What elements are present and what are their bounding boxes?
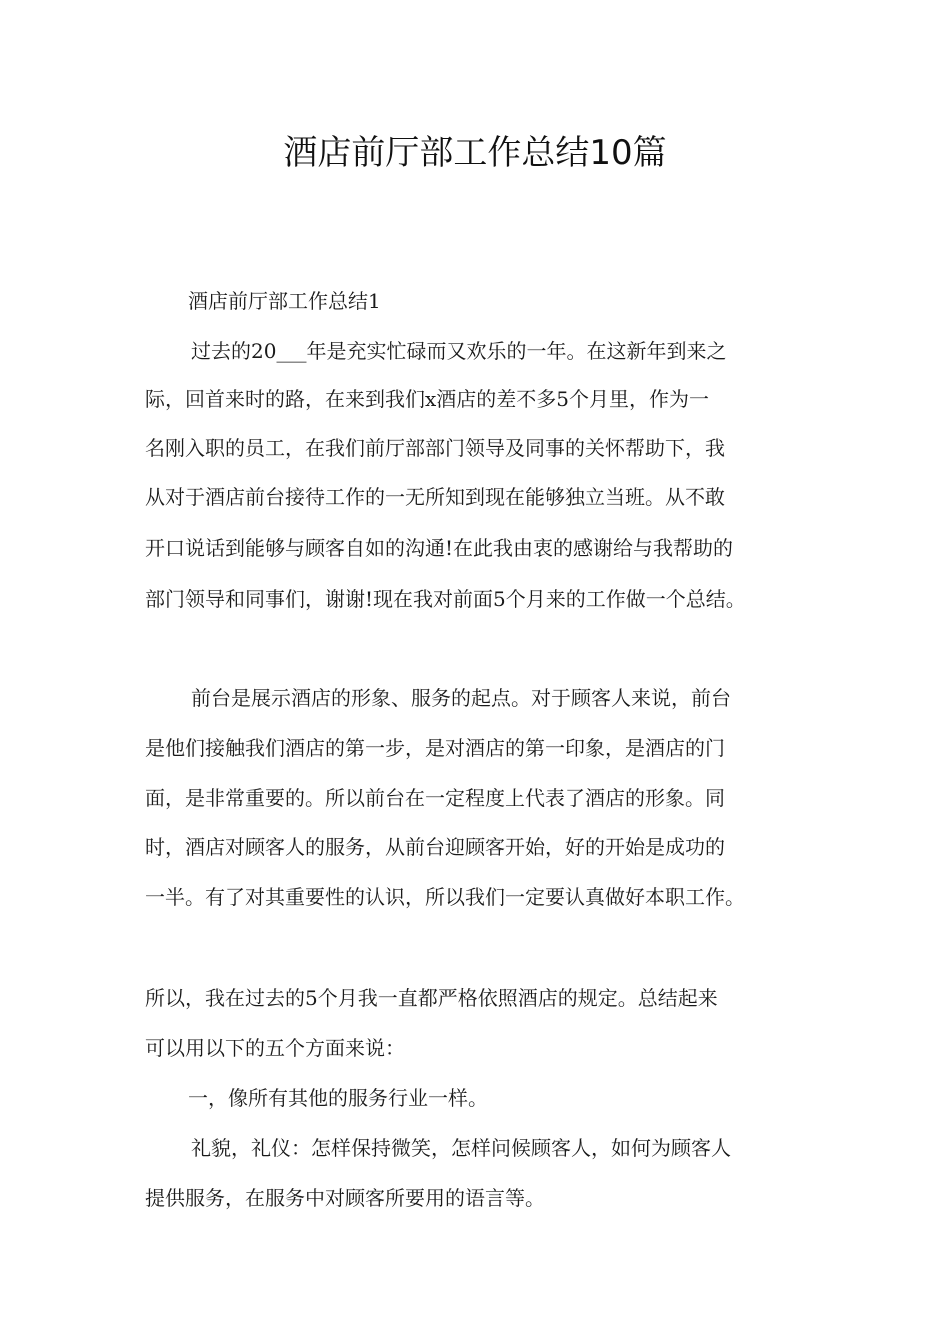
paragraph-line: 名刚入职的员工，在我们前厅部部门领导及同事的关怀帮助下，我 [145,436,725,460]
paragraph-line: 开口说话到能够与顾客自如的沟通!在此我由衷的感谢给与我帮助的 [145,536,734,560]
paragraph-line: 过去的20___年是充实忙碌而又欢乐的一年。在这新年到来之 [191,339,727,363]
paragraph-line: 是他们接触我们酒店的第一步，是对酒店的第一印象，是酒店的门 [145,736,725,760]
paragraph-line: 从对于酒店前台接待工作的一无所知到现在能够独立当班。从不敢 [145,485,725,509]
paragraph-line: 时，酒店对顾客人的服务，从前台迎顾客开始，好的开始是成功的 [145,835,725,859]
paragraph-line: 际，回首来时的路，在来到我们x酒店的差不多5个月里，作为一 [145,387,710,411]
paragraph-line: 一半。有了对其重要性的认识，所以我们一定要认真做好本职工作。 [145,885,745,909]
paragraph-line: 面，是非常重要的。所以前台在一定程度上代表了酒店的形象。同 [145,786,725,810]
paragraph-line: 可以用以下的五个方面来说： [145,1036,405,1060]
paragraph-line: 礼貌，礼仪：怎样保持微笑，怎样问候顾客人，如何为顾客人 [191,1136,731,1160]
section-heading: 酒店前厅部工作总结1 [188,289,381,313]
paragraph-line: 所以，我在过去的5个月我一直都严格依照酒店的规定。总结起来 [145,986,718,1010]
document-title: 酒店前厅部工作总结10篇 [283,133,667,173]
point-one: 一，像所有其他的服务行业一样。 [188,1086,488,1110]
paragraph-line: 前台是展示酒店的形象、服务的起点。对于顾客人来说，前台 [191,686,731,710]
paragraph-line: 部门领导和同事们，谢谢!现在我对前面5个月来的工作做一个总结。 [145,587,746,611]
paragraph-line: 提供服务，在服务中对顾客所要用的语言等。 [145,1186,545,1210]
